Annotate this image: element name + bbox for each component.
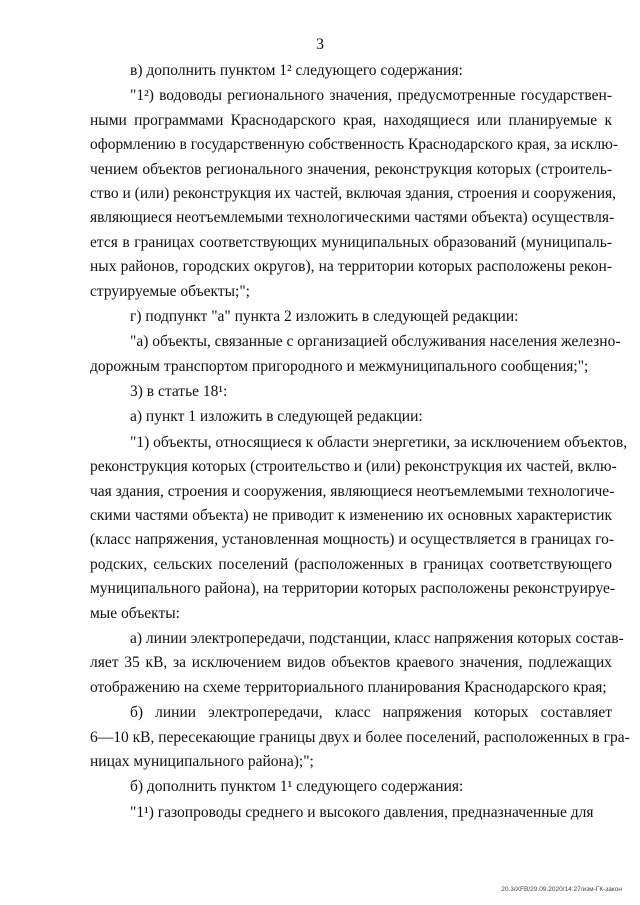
paragraph (90, 59, 612, 83)
text-line: скими частями объекта) не приводит к изменению их основных характеристик (90, 507, 612, 525)
text-line: ется в границах соответствующих муниципальных образований (муниципаль- (90, 233, 612, 251)
paragraph (90, 431, 628, 626)
text-line: б) дополнить пунктом 1¹ следующего содержания: (130, 778, 464, 796)
paragraph (90, 775, 612, 799)
text-line: "1²) водоводы регионального значения, предусмотренные государствен- (130, 87, 612, 105)
text-line: чением объектов регионального значения, реконструкция которых (строитель- (90, 160, 612, 178)
text-line: г) подпункт "а" пункта 2 изложить в следующей редакции: (130, 307, 519, 325)
text-line: "а) объекты, связанные с организацией обслуживания населения железно- (130, 333, 621, 351)
text-line: являющиеся неотъемлемыми технологическими частями объекта) осуществля- (90, 209, 615, 227)
text-line: ных районов, городских округов), на территории которых расположены рекон- (90, 258, 612, 276)
text-line: родских, сельских поселений (расположенных в границах соответствующего (90, 555, 612, 573)
paragraph (90, 627, 624, 700)
paragraph (90, 801, 612, 825)
text-line: чая здания, строения и сооружения, являющиеся неотъемлемыми технологиче- (90, 482, 615, 500)
text-line: ство и (или) реконструкция их частей, включая здания, строения и сооружения, (90, 184, 616, 202)
text-line: отображению на схеме территориального планирования Краснодарского края; (90, 678, 607, 696)
text-line: б) линии электропередачи, класс напряжения которых составляет (130, 704, 612, 722)
document-body (90, 59, 630, 826)
text-line: "1¹) газопроводы среднего и высокого давления, предназначенные для (130, 803, 594, 821)
paragraph (90, 380, 612, 404)
text-line: (класс напряжения, установленная мощность) и осуществляется в границах го- (90, 531, 615, 549)
paragraph (90, 701, 630, 774)
text-line: ными программами Краснодарского края, находящиеся или планируемые к (90, 111, 612, 129)
text-line: муниципального района), на территории которых расположены реконструируе- (90, 580, 616, 598)
text-line: 6—10 кВ, пересекающие границы двух и более поселений, расположенных в гра- (90, 728, 630, 746)
page-number: 3 (316, 36, 324, 53)
paragraph (90, 330, 621, 379)
text-line: ляет 35 кВ, за исключением видов объектов краевого значения, подлежащих (90, 654, 612, 672)
text-line: струируемые объекты;"; (90, 282, 250, 300)
text-line: а) пункт 1 изложить в следующей редакции: (130, 408, 423, 426)
text-line: реконструкция которых (строительство и (или) реконструкция их частей, вклю- (90, 458, 617, 476)
text-line: а) линии электропередачи, подстанции, класс напряжения которых состав- (130, 629, 624, 647)
text-line: "1) объекты, относящиеся к области энергетики, за исключением объектов, (130, 433, 628, 451)
paragraph (90, 405, 612, 429)
text-line: дорожным транспортом пригородного и межмуниципального сообщения;"; (90, 357, 589, 375)
text-line: мые объекты: (90, 604, 180, 622)
paragraph (90, 305, 612, 329)
text-line: ницах муниципального района);"; (90, 752, 314, 770)
paragraph (90, 84, 618, 304)
text-line: 3) в статье 18¹: (130, 383, 228, 401)
footer-code: 20.3/XFB/29.09.2020/14:27/изм-ГК-закон (501, 886, 622, 893)
text-line: оформлению в государственную собственность Краснодарского края, за исклю- (90, 136, 618, 154)
text-line: в) дополнить пунктом 1² следующего содержания: (130, 62, 463, 79)
